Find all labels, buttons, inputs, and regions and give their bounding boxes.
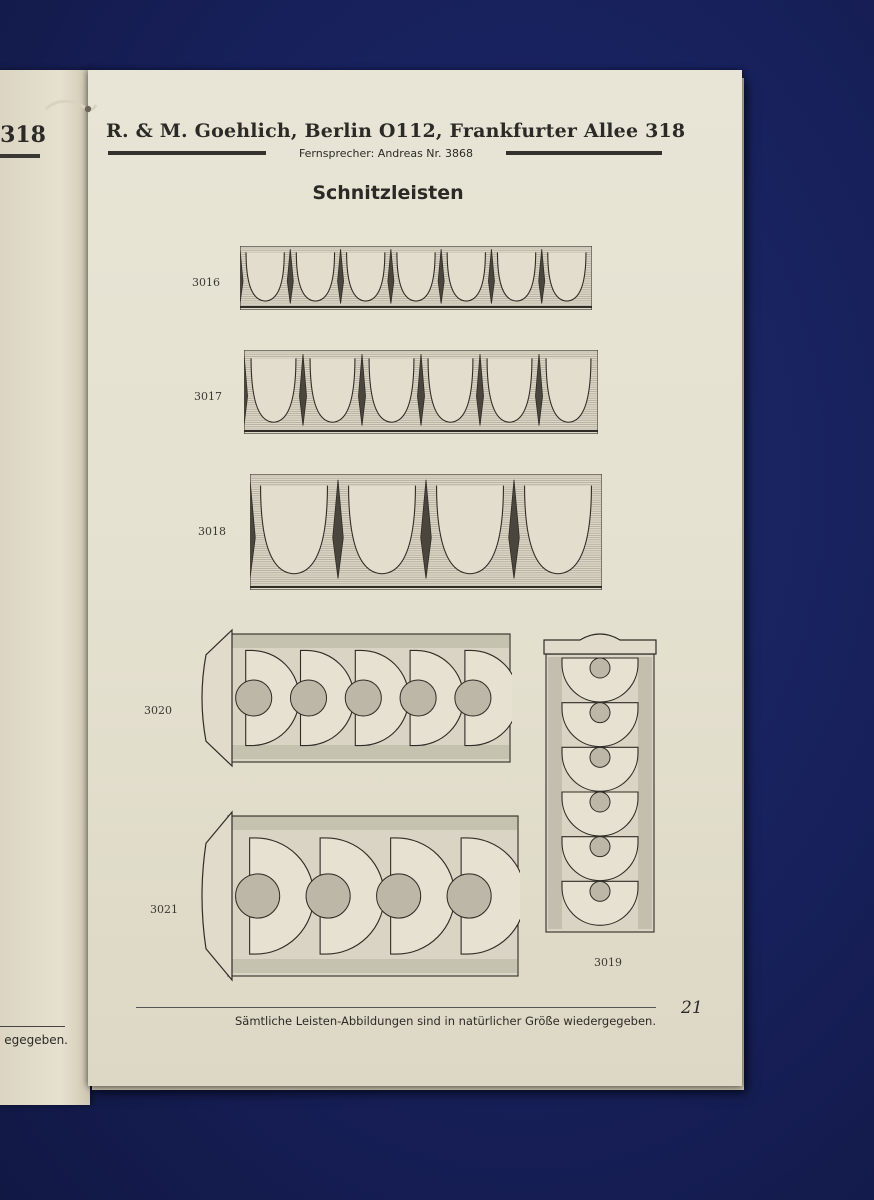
scroll-eye [590,747,610,767]
scroll-eye [447,874,491,918]
scroll-eye [590,881,610,901]
scroll-eye [590,658,610,678]
molding-end-profile [202,630,232,766]
item-number-3020: 3020 [144,704,172,717]
scroll-eye [400,680,436,716]
hatching [229,746,509,758]
binding-string [44,97,98,123]
header-rule-right [506,151,662,155]
scroll-eye [590,703,610,723]
footer-note: Sämtliche Leisten-Abbildungen sind in natürlicher Größe wiedergegeben. [234,1014,656,1028]
molding-3020-illustration [198,626,512,770]
item-number-3018: 3018 [198,525,226,538]
molding-3018-illustration [250,474,602,590]
scroll-eye [236,680,272,716]
header-rule-left [108,151,266,155]
scroll-eye [455,680,491,716]
scroll-eye [290,680,326,716]
left-page-footer: egegeben. [4,1033,68,1047]
catalog-page [88,70,742,1086]
item-number-3019: 3019 [594,956,622,969]
scroll-eye [345,680,381,716]
company-header: R. & M. Goehlich, Berlin O112, Frankfurter Allee 318 [106,120,686,142]
scroll-eye [236,874,280,918]
left-page-footer-rule [0,1026,65,1027]
scroll-eye [377,874,421,918]
left-page-header-rule [0,154,40,158]
scroll-eye [590,792,610,812]
molding-3017-illustration [244,350,598,434]
item-number-3017: 3017 [194,390,222,403]
left-page-header: 318 [0,122,46,148]
hatching [229,960,517,972]
scroll-eye [306,874,350,918]
hatching [229,635,509,647]
molding-3016-illustration [240,246,592,310]
scroll-eye [590,837,610,857]
item-number-3021: 3021 [150,903,178,916]
molding-end-profile [544,634,656,654]
phone-number: Fernsprecher: Andreas Nr. 3868 [298,147,474,160]
molding-3021-illustration [198,808,520,984]
left-page [0,70,90,1105]
molding-3019-illustration [540,628,660,936]
section-title: Schnitzleisten [312,182,464,204]
hatching [229,817,517,829]
footer-rule [136,1007,656,1008]
page-number: 21 [681,998,703,1018]
item-number-3016: 3016 [192,276,220,289]
molding-end-profile [202,812,232,980]
